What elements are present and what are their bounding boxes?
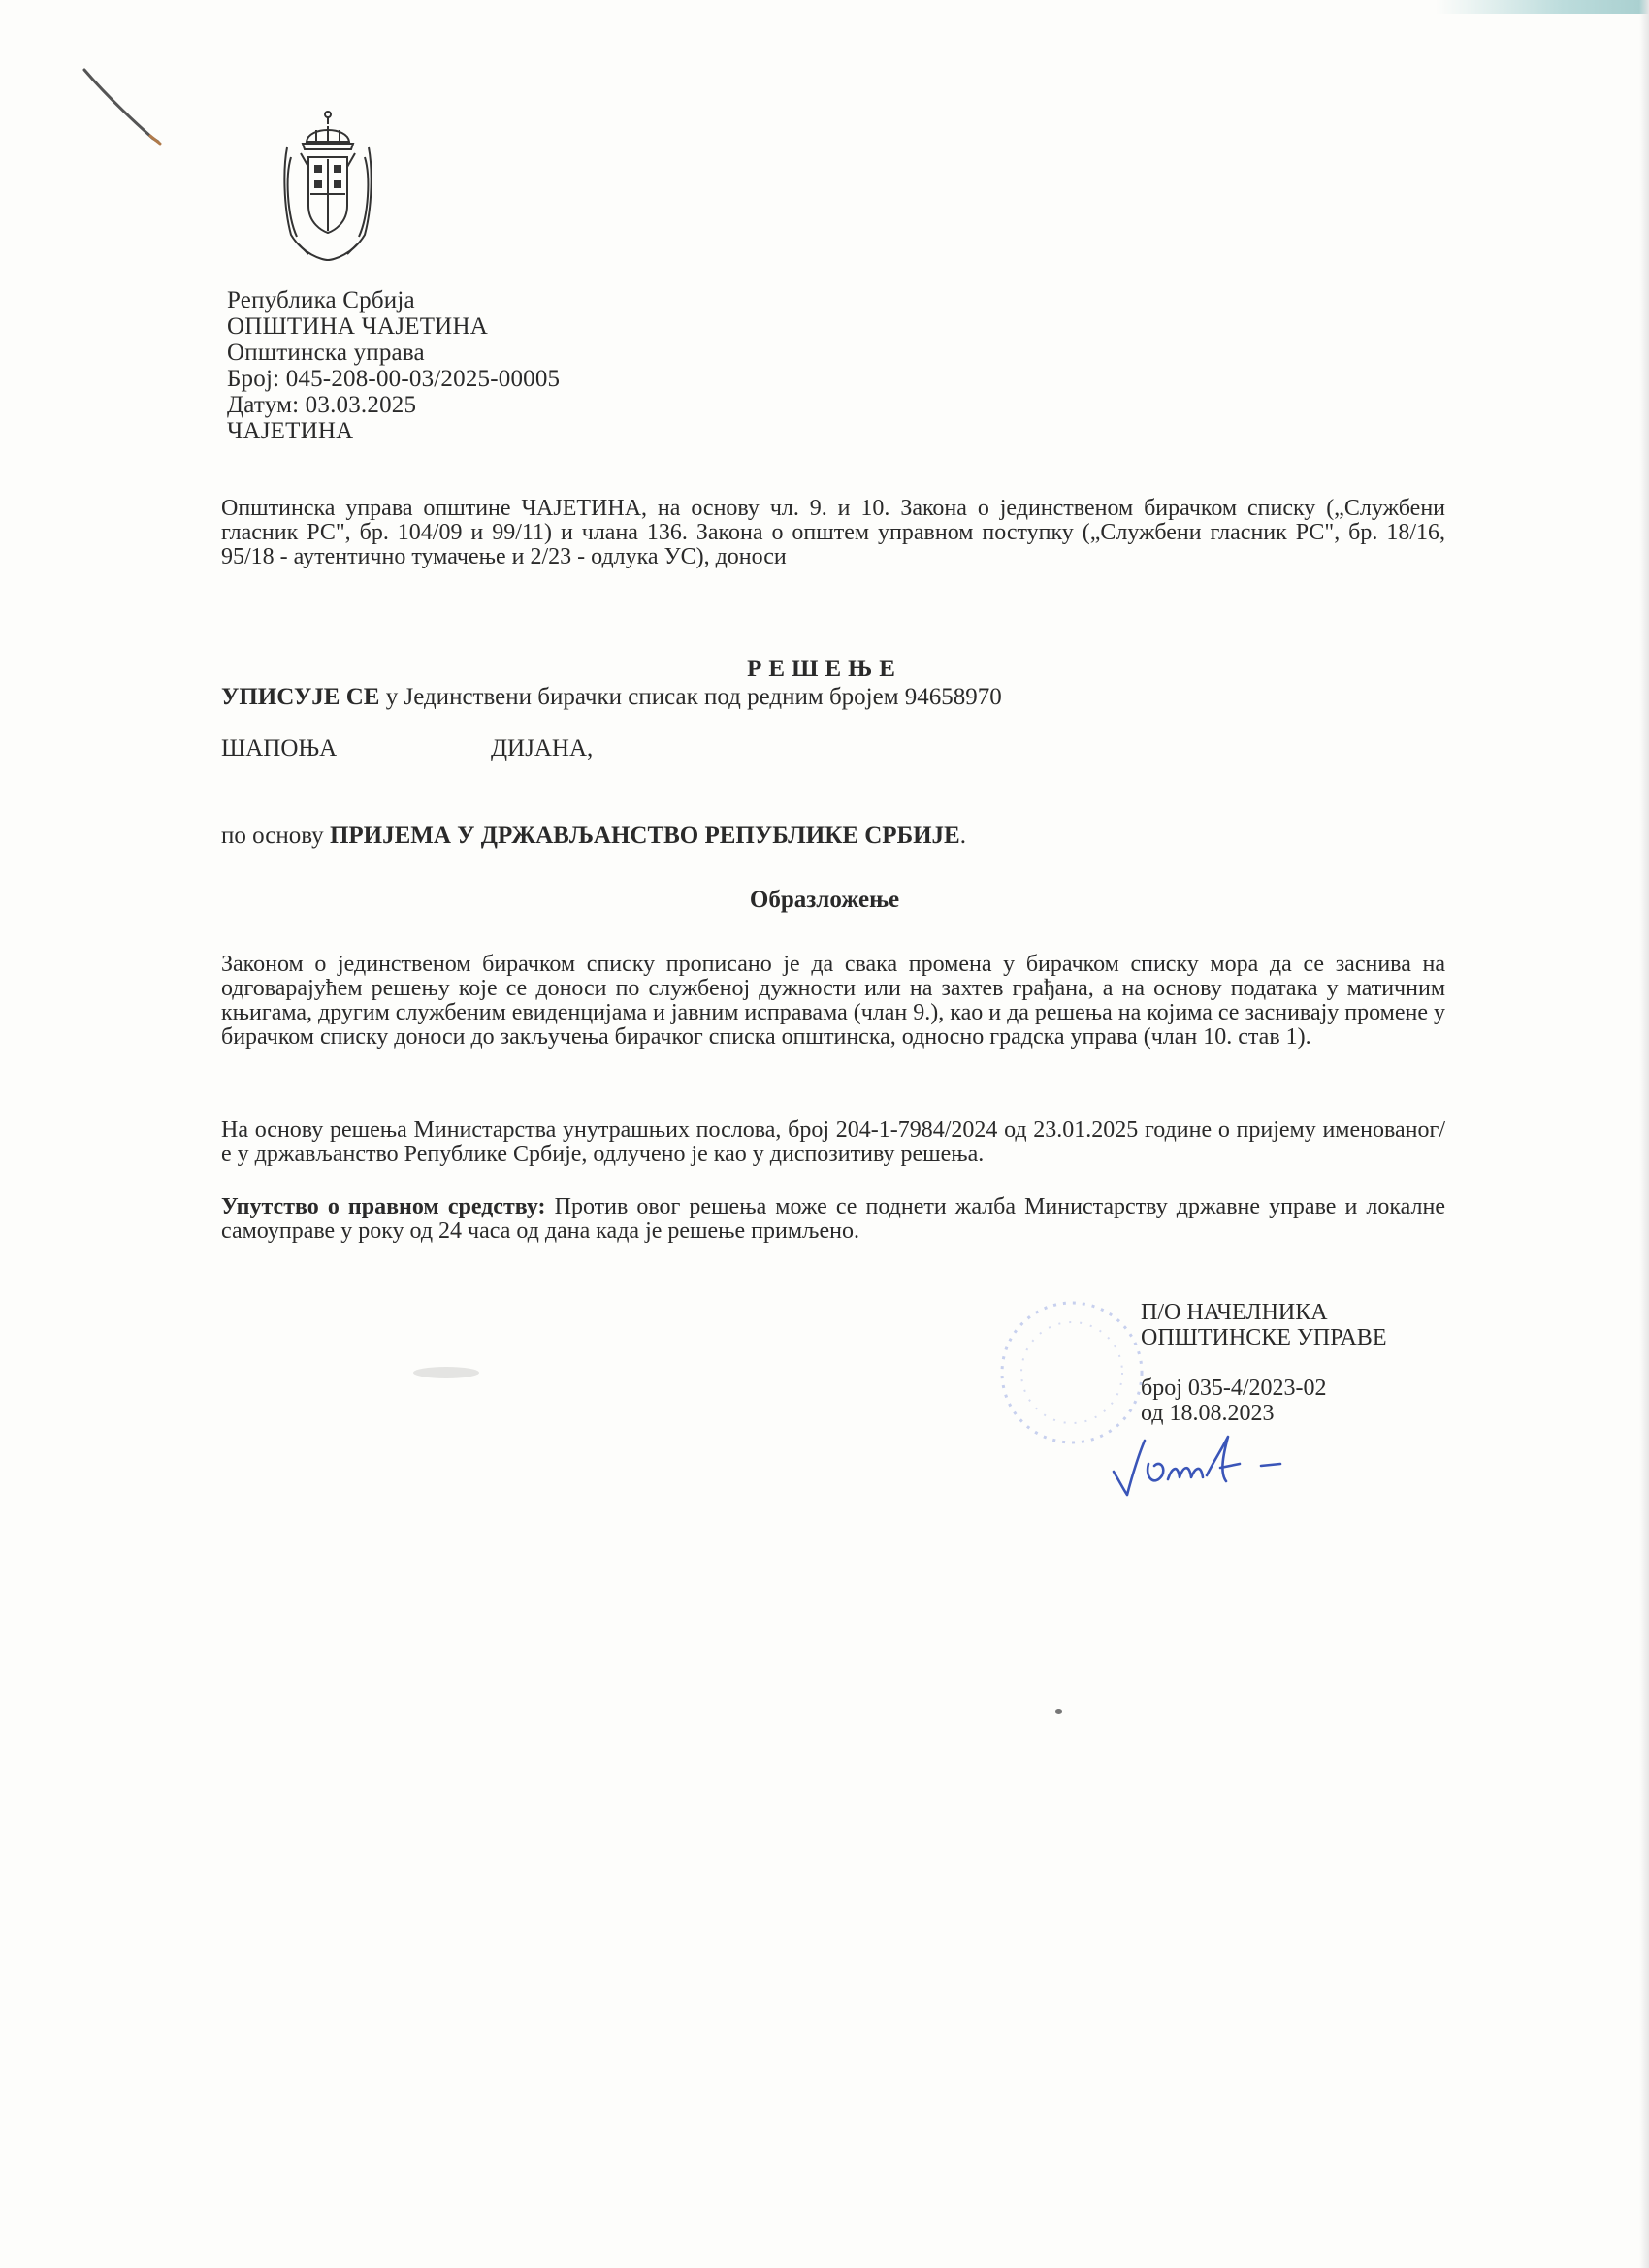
reasoning-paragraph-1: Законом о јединственом бирачком списку прописано је да свака промена у бирачком списку мора да се заснива на одговарајућем решењу које се доноси по службеној дужности или на захтев грађана, а на основу података у матичним књигама, другим службеним евиденцијама и јавним исправама (члан 9.), као и да решења на којима се заснивају промене у бирачком списку доноси до закључења бирачког списка општинска, односно градска управа (члан 10. став 1). bbox=[221, 952, 1445, 1050]
registration-verb: УПИСУЈЕ СЕ bbox=[221, 684, 380, 710]
pen-mark bbox=[82, 66, 170, 153]
basis-line bbox=[221, 823, 966, 850]
spacer bbox=[1141, 1350, 1386, 1376]
header-country: Република Србија bbox=[227, 287, 415, 313]
basis-prefix: по основу bbox=[221, 823, 330, 849]
header-date: Датум: 03.03.2025 bbox=[227, 392, 417, 418]
header-city: ЧАЈЕТИНА bbox=[227, 418, 354, 444]
authorization-date: од 18.08.2023 bbox=[1141, 1401, 1275, 1426]
legal-remedy-text: Против овог решења може се поднети жалба Министарству државне управе и локалне самоуправе у року од 24 часа од дана када је решење примљено. bbox=[221, 1194, 1445, 1244]
scan-edge-right bbox=[1639, 0, 1649, 2268]
header-administration: Општинска управа bbox=[227, 340, 425, 366]
decision-title: РЕШЕЊЕ bbox=[747, 656, 902, 682]
scan-edge-top bbox=[1436, 0, 1649, 14]
legal-remedy-label: Упутство о правном средству: bbox=[221, 1194, 546, 1219]
person-surname: ШАПОЊА bbox=[221, 735, 338, 761]
header-reference-number: Број: 045-208-00-03/2025-00005 bbox=[227, 366, 561, 392]
basis-reason: ПРИЈЕМА У ДРЖАВЉАНСТВО РЕПУБЛИКЕ СРБИЈЕ bbox=[329, 823, 960, 849]
legal-remedy-paragraph bbox=[221, 1195, 1445, 1244]
basis-suffix: . bbox=[959, 823, 966, 849]
registration-text: у Јединствени бирачки списак под редним бројем 94658970 bbox=[379, 684, 1002, 710]
reasoning-paragraph-2: На основу решења Министарства унутрашњих послова, број 204-1-7984/2024 од 23.01.2025 године о пријему именованог/е у држављанство Републике Србије, одлучено је као у диспозитиву решења. bbox=[221, 1118, 1445, 1167]
scan-dot bbox=[1055, 1709, 1062, 1714]
authorization-number: број 035-4/2023-02 bbox=[1141, 1376, 1327, 1401]
header-municipality: ОПШТИНА ЧАЈЕТИНА bbox=[227, 313, 488, 340]
signatory-title-line1: П/О НАЧЕЛНИКА bbox=[1141, 1300, 1328, 1325]
issuer-header bbox=[227, 287, 560, 444]
signature-block bbox=[1141, 1300, 1386, 1426]
person-given-name: ДИЈАНА, bbox=[491, 735, 594, 761]
registration-line bbox=[221, 684, 1002, 711]
intro-paragraph: Општинска управа општине ЧАЈЕТИНА, на основу чл. 9. и 10. Закона о јединственом бирачком списку („Службени гласник РС", бр. 104/09 и 99/11) и члана 136. Закона о општем управном поступку („Службени гласник РС", бр. 18/16, 95/18 - аутентично тумачење и 2/23 - одлука УС), доноси bbox=[221, 496, 1445, 569]
person-name bbox=[221, 735, 594, 762]
handwritten-signature bbox=[1106, 1421, 1339, 1508]
scan-smudge bbox=[407, 1358, 485, 1387]
signatory-title-line2: ОПШТИНСКЕ УПРАВЕ bbox=[1141, 1325, 1387, 1350]
reasoning-title: Образложење bbox=[749, 887, 900, 913]
coat-of-arms-icon bbox=[279, 109, 376, 262]
